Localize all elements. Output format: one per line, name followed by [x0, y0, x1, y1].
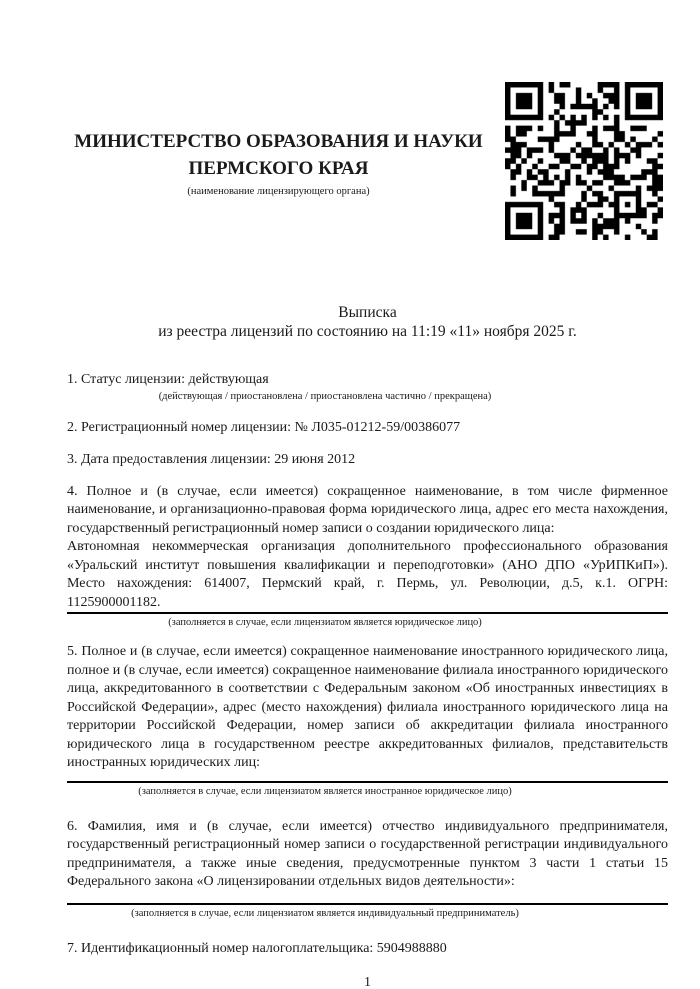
issuing-authority-block [67, 128, 490, 199]
qr-code [505, 82, 663, 240]
document-title-line1: Выписка [338, 304, 397, 321]
org-name-line2: ПЕРМСКОГО КРАЯ [188, 158, 369, 179]
field-license-status-caption: (действующая / приостановлена / приостановлена частично / прекращена) [158, 390, 492, 402]
field-registration-number: 2. Регистрационный номер лицензии: № Л035-01212-59/00386077 [67, 419, 461, 435]
field-entrepreneur-question: 6. Фамилия, имя и (в случае, если имеется) отчество индивидуального предпринимателя, государственный регистрационный номер записи о государственной регистрации индивидуального предпринимателя, а также иные сведения, предусмотренные пунктом 3 части 1 статьи 15 Федерального закона «О лицензировании отдельных видов деятельности»: [67, 818, 668, 889]
field-legal-entity-value: Автономная некоммерческая организация дополнительного профессионального образования «Уральский институт повышения квалификации и переподготовки» (АНО ДПО «УрИПКиП»). Место нахождения: 614007, Пермский край, г. Пермь, ул. Революции, д.5, к.1. ОГРН: 1125900001182. [67, 539, 668, 610]
field-taxpayer-number: 7. Идентификационный номер налогоплательщика: 5904988880 [67, 940, 447, 956]
field-foreign-entity-question: 5. Полное и (в случае, если имеется) сокращенное наименование иностранного юридического лица, полное и (в случае, если имеется) сокращенное наименование филиала иностранного юридического лица, аккредитованного в соответствии с Федеральным законом «Об иностранных инвестициях в Российской Федерации», адрес (место нахождения) филиала иностранного юридического лица на территории Российской Федерации, номер записи об аккредитации филиала иностранного юридического лица в государственном реестре аккредитованных филиалов, представительств иностранных юридических лиц: [67, 644, 668, 770]
issuing-authority-caption: (наименование лицензирующего органа) [187, 186, 370, 197]
document-body [67, 298, 668, 989]
field-legal-entity-caption: (заполняется в случае, если лицензиатом является юридическое лицо) [67, 612, 668, 630]
document-title-line2: из реестра лицензий по состоянию на 11:19 «11» ноября 2025 г. [158, 323, 577, 340]
org-name-line1: МИНИСТЕРСТВО ОБРАЗОВАНИЯ И НАУКИ [74, 131, 483, 152]
field-foreign-entity-caption: (заполняется в случае, если лицензиатом является иностранное юридическое лицо) [67, 781, 668, 799]
field-grant-date: 3. Дата предоставления лицензии: 29 июня 2012 [67, 452, 356, 467]
issuing-authority-name [67, 128, 490, 182]
page-number: 1 [364, 975, 371, 989]
document-title [67, 303, 668, 341]
qr-code-image [505, 82, 663, 240]
field-legal-entity-question: 4. Полное и (в случае, если имеется) сокращенное наименование, в том числе фирменное наименование, и организационно-правовая форма юридического лица, адрес его места нахождения, государственный регистрационный номер записи о создании юридического лица: [67, 483, 668, 536]
field-entrepreneur-caption: (заполняется в случае, если лицензиатом является индивидуальный предприниматель) [67, 903, 668, 921]
field-license-status: 1. Статус лицензии: действующая [67, 372, 269, 387]
